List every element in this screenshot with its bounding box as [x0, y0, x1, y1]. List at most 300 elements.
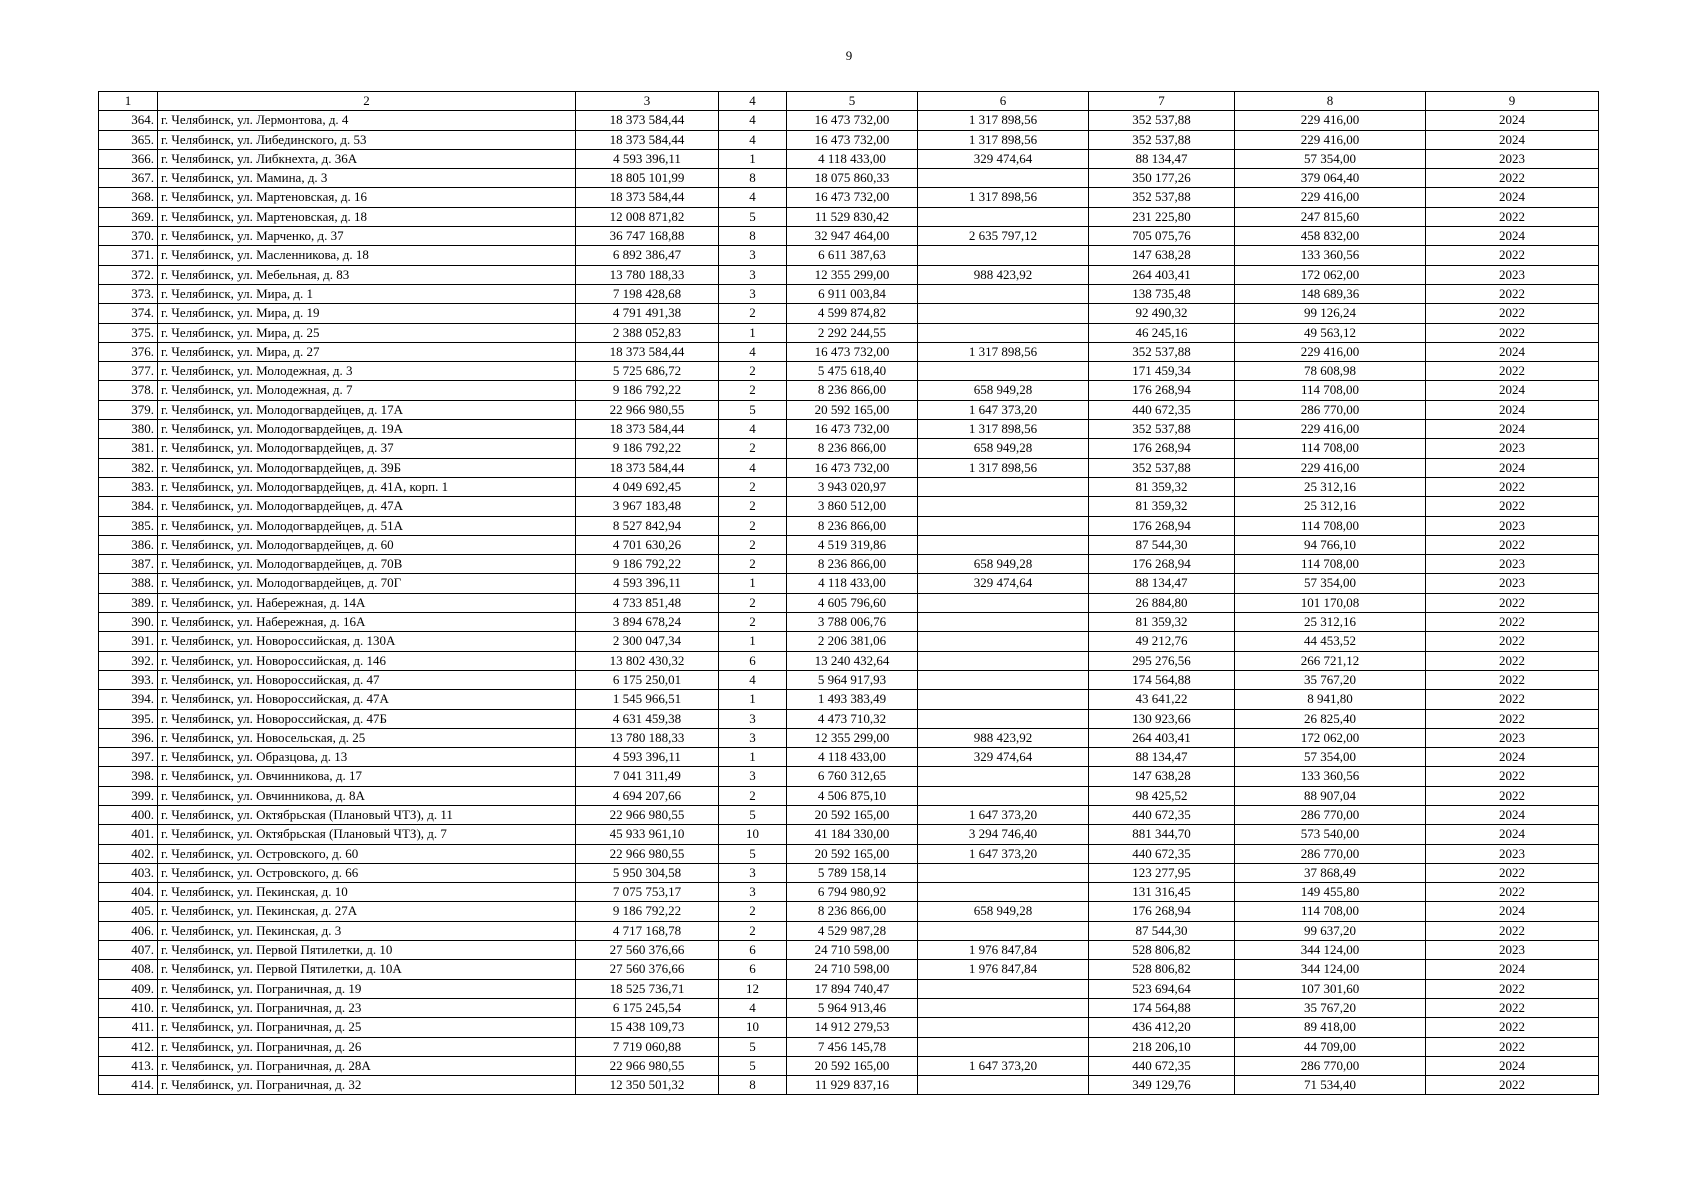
address-cell: г. Челябинск, ул. Лермонтова, д. 4	[158, 111, 576, 130]
row-number-cell: 384.	[99, 497, 158, 516]
supervision-cell: 229 416,00	[1235, 111, 1426, 130]
year-cell: 2022	[1426, 497, 1599, 516]
supervision-cell: 78 608,98	[1235, 362, 1426, 381]
total-cost-cell: 22 966 980,55	[576, 805, 719, 824]
supervision-cell: 88 907,04	[1235, 786, 1426, 805]
row-number-cell: 369.	[99, 207, 158, 226]
extra-cost-cell: 988 423,92	[918, 265, 1089, 284]
supervision-cell: 107 301,60	[1235, 979, 1426, 998]
extra-cost-cell	[918, 1037, 1089, 1056]
count-cell: 5	[719, 1056, 787, 1075]
service-cell: 147 638,28	[1089, 246, 1235, 265]
total-cost-cell: 18 373 584,44	[576, 130, 719, 149]
table-row	[99, 728, 1599, 747]
address-cell: г. Челябинск, ул. Молодежная, д. 7	[158, 381, 576, 400]
service-cell: 147 638,28	[1089, 767, 1235, 786]
total-cost-cell: 18 525 736,71	[576, 979, 719, 998]
count-cell: 4	[719, 188, 787, 207]
cost-cell: 2 292 244,55	[787, 323, 918, 342]
cost-cell: 14 912 279,53	[787, 1018, 918, 1037]
total-cost-cell: 9 186 792,22	[576, 555, 719, 574]
year-cell: 2024	[1426, 458, 1599, 477]
extra-cost-cell: 658 949,28	[918, 439, 1089, 458]
total-cost-cell: 36 747 168,88	[576, 227, 719, 246]
row-number-cell: 372.	[99, 265, 158, 284]
total-cost-cell: 7 198 428,68	[576, 284, 719, 303]
year-cell: 2022	[1426, 362, 1599, 381]
address-cell: г. Челябинск, ул. Первой Пятилетки, д. 10	[158, 941, 576, 960]
count-cell: 2	[719, 535, 787, 554]
table-row	[99, 1076, 1599, 1095]
row-number-cell: 385.	[99, 516, 158, 535]
supervision-cell: 344 124,00	[1235, 960, 1426, 979]
row-number-cell: 380.	[99, 420, 158, 439]
address-cell: г. Челябинск, ул. Пограничная, д. 26	[158, 1037, 576, 1056]
supervision-cell: 71 534,40	[1235, 1076, 1426, 1095]
count-cell: 4	[719, 111, 787, 130]
cost-cell: 8 236 866,00	[787, 381, 918, 400]
supervision-cell: 57 354,00	[1235, 149, 1426, 168]
cost-cell: 16 473 732,00	[787, 420, 918, 439]
address-cell: г. Челябинск, ул. Молодогвардейцев, д. 19А	[158, 420, 576, 439]
total-cost-cell: 27 560 376,66	[576, 960, 719, 979]
count-cell: 2	[719, 497, 787, 516]
service-cell: 218 206,10	[1089, 1037, 1235, 1056]
table-row	[99, 709, 1599, 728]
service-cell: 81 359,32	[1089, 613, 1235, 632]
year-cell: 2024	[1426, 825, 1599, 844]
service-cell: 349 129,76	[1089, 1076, 1235, 1095]
total-cost-cell: 6 892 386,47	[576, 246, 719, 265]
extra-cost-cell: 1 647 373,20	[918, 1056, 1089, 1075]
year-cell: 2022	[1426, 477, 1599, 496]
table-row	[99, 690, 1599, 709]
supervision-cell: 99 637,20	[1235, 921, 1426, 940]
total-cost-cell: 15 438 109,73	[576, 1018, 719, 1037]
address-cell: г. Челябинск, ул. Молодогвардейцев, д. 70Г	[158, 574, 576, 593]
supervision-cell: 114 708,00	[1235, 439, 1426, 458]
table-row	[99, 284, 1599, 303]
cost-cell: 5 964 913,46	[787, 998, 918, 1017]
year-cell: 2024	[1426, 1056, 1599, 1075]
year-cell: 2023	[1426, 555, 1599, 574]
total-cost-cell: 3 894 678,24	[576, 613, 719, 632]
year-cell: 2022	[1426, 767, 1599, 786]
count-cell: 2	[719, 477, 787, 496]
supervision-cell: 172 062,00	[1235, 728, 1426, 747]
year-cell: 2024	[1426, 902, 1599, 921]
year-cell: 2022	[1426, 786, 1599, 805]
table-row	[99, 246, 1599, 265]
cost-cell: 24 710 598,00	[787, 941, 918, 960]
table-body	[99, 92, 1599, 1095]
extra-cost-cell: 1 317 898,56	[918, 130, 1089, 149]
address-cell: г. Челябинск, ул. Мебельная, д. 83	[158, 265, 576, 284]
service-cell: 264 403,41	[1089, 265, 1235, 284]
row-number-cell: 394.	[99, 690, 158, 709]
table-row	[99, 921, 1599, 940]
cost-cell: 8 236 866,00	[787, 516, 918, 535]
supervision-cell: 101 170,08	[1235, 593, 1426, 612]
table-row	[99, 786, 1599, 805]
address-cell: г. Челябинск, ул. Мира, д. 25	[158, 323, 576, 342]
page-number: 9	[845, 48, 853, 63]
extra-cost-cell: 1 317 898,56	[918, 188, 1089, 207]
total-cost-cell: 7 075 753,17	[576, 883, 719, 902]
cost-cell: 7 456 145,78	[787, 1037, 918, 1056]
service-cell: 523 694,64	[1089, 979, 1235, 998]
table-row	[99, 111, 1599, 130]
row-number-cell: 405.	[99, 902, 158, 921]
cost-cell: 4 118 433,00	[787, 574, 918, 593]
table-row	[99, 304, 1599, 323]
row-number-cell: 376.	[99, 342, 158, 361]
year-cell: 2022	[1426, 207, 1599, 226]
year-cell: 2023	[1426, 574, 1599, 593]
address-cell: г. Челябинск, ул. Молодогвардейцев, д. 41А, корп. 1	[158, 477, 576, 496]
total-cost-cell: 4 631 459,38	[576, 709, 719, 728]
year-cell: 2024	[1426, 111, 1599, 130]
row-number-cell: 402.	[99, 844, 158, 863]
table-row	[99, 613, 1599, 632]
cost-cell: 6 794 980,92	[787, 883, 918, 902]
supervision-cell: 35 767,20	[1235, 670, 1426, 689]
table-row	[99, 265, 1599, 284]
total-cost-cell: 22 966 980,55	[576, 400, 719, 419]
cost-cell: 32 947 464,00	[787, 227, 918, 246]
row-number-cell: 392.	[99, 651, 158, 670]
address-cell: г. Челябинск, ул. Новороссийская, д. 47А	[158, 690, 576, 709]
supervision-cell: 229 416,00	[1235, 420, 1426, 439]
address-table	[98, 91, 1599, 1095]
table-row	[99, 1018, 1599, 1037]
row-number-cell: 381.	[99, 439, 158, 458]
service-cell: 440 672,35	[1089, 400, 1235, 419]
supervision-cell: 57 354,00	[1235, 748, 1426, 767]
count-cell: 2	[719, 786, 787, 805]
address-cell: г. Челябинск, ул. Новосельская, д. 25	[158, 728, 576, 747]
cost-cell: 4 519 319,86	[787, 535, 918, 554]
extra-cost-cell	[918, 998, 1089, 1017]
service-cell: 138 735,48	[1089, 284, 1235, 303]
year-cell: 2023	[1426, 265, 1599, 284]
year-cell: 2024	[1426, 342, 1599, 361]
supervision-cell: 8 941,80	[1235, 690, 1426, 709]
cost-cell: 4 473 710,32	[787, 709, 918, 728]
column-header: 9	[1426, 92, 1599, 111]
service-cell: 174 564,88	[1089, 998, 1235, 1017]
count-cell: 4	[719, 458, 787, 477]
service-cell: 176 268,94	[1089, 439, 1235, 458]
row-number-cell: 388.	[99, 574, 158, 593]
count-cell: 2	[719, 362, 787, 381]
column-header: 8	[1235, 92, 1426, 111]
cost-cell: 3 788 006,76	[787, 613, 918, 632]
service-cell: 174 564,88	[1089, 670, 1235, 689]
row-number-cell: 411.	[99, 1018, 158, 1037]
address-cell: г. Челябинск, ул. Набережная, д. 14А	[158, 593, 576, 612]
service-cell: 176 268,94	[1089, 902, 1235, 921]
extra-cost-cell	[918, 690, 1089, 709]
row-number-cell: 368.	[99, 188, 158, 207]
year-cell: 2023	[1426, 728, 1599, 747]
service-cell: 92 490,32	[1089, 304, 1235, 323]
year-cell: 2022	[1426, 593, 1599, 612]
cost-cell: 16 473 732,00	[787, 111, 918, 130]
service-cell: 123 277,95	[1089, 863, 1235, 882]
supervision-cell: 266 721,12	[1235, 651, 1426, 670]
row-number-cell: 410.	[99, 998, 158, 1017]
service-cell: 130 923,66	[1089, 709, 1235, 728]
cost-cell: 5 964 917,93	[787, 670, 918, 689]
count-cell: 6	[719, 941, 787, 960]
address-cell: г. Челябинск, ул. Овчинникова, д. 8А	[158, 786, 576, 805]
cost-cell: 8 236 866,00	[787, 439, 918, 458]
table-row	[99, 362, 1599, 381]
total-cost-cell: 4 701 630,26	[576, 535, 719, 554]
address-cell: г. Челябинск, ул. Пограничная, д. 23	[158, 998, 576, 1017]
row-number-cell: 371.	[99, 246, 158, 265]
total-cost-cell: 5 950 304,58	[576, 863, 719, 882]
cost-cell: 8 236 866,00	[787, 902, 918, 921]
cost-cell: 20 592 165,00	[787, 400, 918, 419]
table-row	[99, 767, 1599, 786]
service-cell: 440 672,35	[1089, 844, 1235, 863]
count-cell: 2	[719, 304, 787, 323]
count-cell: 1	[719, 574, 787, 593]
year-cell: 2023	[1426, 149, 1599, 168]
address-cell: г. Челябинск, ул. Пограничная, д. 28А	[158, 1056, 576, 1075]
service-cell: 350 177,26	[1089, 169, 1235, 188]
cost-cell: 20 592 165,00	[787, 1056, 918, 1075]
table-row	[99, 863, 1599, 882]
row-number-cell: 375.	[99, 323, 158, 342]
extra-cost-cell: 329 474,64	[918, 748, 1089, 767]
year-cell: 2022	[1426, 284, 1599, 303]
table-row	[99, 420, 1599, 439]
supervision-cell: 114 708,00	[1235, 902, 1426, 921]
supervision-cell: 458 832,00	[1235, 227, 1426, 246]
count-cell: 3	[719, 767, 787, 786]
count-cell: 3	[719, 863, 787, 882]
cost-cell: 12 355 299,00	[787, 265, 918, 284]
row-number-cell: 383.	[99, 477, 158, 496]
row-number-cell: 395.	[99, 709, 158, 728]
year-cell: 2024	[1426, 400, 1599, 419]
service-cell: 528 806,82	[1089, 941, 1235, 960]
year-cell: 2022	[1426, 304, 1599, 323]
supervision-cell: 286 770,00	[1235, 844, 1426, 863]
total-cost-cell: 5 725 686,72	[576, 362, 719, 381]
extra-cost-cell	[918, 304, 1089, 323]
address-cell: г. Челябинск, ул. Мартеновская, д. 18	[158, 207, 576, 226]
count-cell: 10	[719, 825, 787, 844]
count-cell: 1	[719, 748, 787, 767]
extra-cost-cell: 658 949,28	[918, 555, 1089, 574]
address-cell: г. Челябинск, ул. Масленникова, д. 18	[158, 246, 576, 265]
supervision-cell: 94 766,10	[1235, 535, 1426, 554]
extra-cost-cell: 1 976 847,84	[918, 941, 1089, 960]
year-cell: 2022	[1426, 323, 1599, 342]
count-cell: 8	[719, 1076, 787, 1095]
table-row	[99, 844, 1599, 863]
count-cell: 4	[719, 420, 787, 439]
total-cost-cell: 18 373 584,44	[576, 420, 719, 439]
supervision-cell: 133 360,56	[1235, 246, 1426, 265]
address-cell: г. Челябинск, ул. Новороссийская, д. 47Б	[158, 709, 576, 728]
cost-cell: 20 592 165,00	[787, 805, 918, 824]
total-cost-cell: 9 186 792,22	[576, 439, 719, 458]
cost-cell: 4 118 433,00	[787, 149, 918, 168]
extra-cost-cell	[918, 169, 1089, 188]
service-cell: 352 537,88	[1089, 188, 1235, 207]
year-cell: 2023	[1426, 516, 1599, 535]
total-cost-cell: 7 041 311,49	[576, 767, 719, 786]
extra-cost-cell: 1 647 373,20	[918, 805, 1089, 824]
row-number-cell: 412.	[99, 1037, 158, 1056]
extra-cost-cell: 658 949,28	[918, 902, 1089, 921]
row-number-cell: 374.	[99, 304, 158, 323]
total-cost-cell: 13 780 188,33	[576, 728, 719, 747]
address-cell: г. Челябинск, ул. Овчинникова, д. 17	[158, 767, 576, 786]
table-row	[99, 458, 1599, 477]
year-cell: 2022	[1426, 998, 1599, 1017]
cost-cell: 4 605 796,60	[787, 593, 918, 612]
service-cell: 81 359,32	[1089, 477, 1235, 496]
service-cell: 87 544,30	[1089, 921, 1235, 940]
cost-cell: 5 475 618,40	[787, 362, 918, 381]
total-cost-cell: 4 049 692,45	[576, 477, 719, 496]
year-cell: 2022	[1426, 1076, 1599, 1095]
row-number-cell: 393.	[99, 670, 158, 689]
table-row	[99, 535, 1599, 554]
service-cell: 88 134,47	[1089, 149, 1235, 168]
cost-cell: 4 529 987,28	[787, 921, 918, 940]
total-cost-cell: 9 186 792,22	[576, 381, 719, 400]
count-cell: 4	[719, 998, 787, 1017]
address-cell: г. Челябинск, ул. Молодогвардейцев, д. 70В	[158, 555, 576, 574]
row-number-cell: 399.	[99, 786, 158, 805]
address-cell: г. Челябинск, ул. Мамина, д. 3	[158, 169, 576, 188]
count-cell: 2	[719, 439, 787, 458]
year-cell: 2022	[1426, 246, 1599, 265]
column-header: 6	[918, 92, 1089, 111]
year-cell: 2022	[1426, 169, 1599, 188]
table-row	[99, 381, 1599, 400]
row-number-cell: 390.	[99, 613, 158, 632]
address-cell: г. Челябинск, ул. Пограничная, д. 19	[158, 979, 576, 998]
table-row	[99, 825, 1599, 844]
supervision-cell: 229 416,00	[1235, 188, 1426, 207]
total-cost-cell: 6 175 245,54	[576, 998, 719, 1017]
cost-cell: 4 599 874,82	[787, 304, 918, 323]
cost-cell: 8 236 866,00	[787, 555, 918, 574]
total-cost-cell: 2 388 052,83	[576, 323, 719, 342]
count-cell: 1	[719, 149, 787, 168]
table-row	[99, 960, 1599, 979]
service-cell: 705 075,76	[1089, 227, 1235, 246]
address-cell: г. Челябинск, ул. Пограничная, д. 25	[158, 1018, 576, 1037]
extra-cost-cell	[918, 593, 1089, 612]
extra-cost-cell	[918, 323, 1089, 342]
cost-cell: 6 911 003,84	[787, 284, 918, 303]
cost-cell: 24 710 598,00	[787, 960, 918, 979]
count-cell: 2	[719, 555, 787, 574]
service-cell: 171 459,34	[1089, 362, 1235, 381]
supervision-cell: 286 770,00	[1235, 400, 1426, 419]
total-cost-cell: 9 186 792,22	[576, 902, 719, 921]
row-number-cell: 403.	[99, 863, 158, 882]
year-cell: 2022	[1426, 883, 1599, 902]
year-cell: 2022	[1426, 1018, 1599, 1037]
count-cell: 4	[719, 342, 787, 361]
total-cost-cell: 22 966 980,55	[576, 844, 719, 863]
address-cell: г. Челябинск, ул. Новороссийская, д. 47	[158, 670, 576, 689]
total-cost-cell: 4 593 396,11	[576, 574, 719, 593]
count-cell: 2	[719, 516, 787, 535]
table-row	[99, 651, 1599, 670]
table-row	[99, 439, 1599, 458]
table-row	[99, 400, 1599, 419]
service-cell: 46 245,16	[1089, 323, 1235, 342]
table-row	[99, 555, 1599, 574]
year-cell: 2022	[1426, 613, 1599, 632]
supervision-cell: 44 453,52	[1235, 632, 1426, 651]
table-row	[99, 979, 1599, 998]
count-cell: 1	[719, 690, 787, 709]
cost-cell: 1 493 383,49	[787, 690, 918, 709]
total-cost-cell: 4 733 851,48	[576, 593, 719, 612]
service-cell: 352 537,88	[1089, 420, 1235, 439]
total-cost-cell: 45 933 961,10	[576, 825, 719, 844]
count-cell: 5	[719, 207, 787, 226]
count-cell: 3	[719, 246, 787, 265]
service-cell: 440 672,35	[1089, 1056, 1235, 1075]
address-cell: г. Челябинск, ул. Новороссийская, д. 146	[158, 651, 576, 670]
address-cell: г. Челябинск, ул. Молодогвардейцев, д. 37	[158, 439, 576, 458]
year-cell: 2022	[1426, 690, 1599, 709]
supervision-cell: 25 312,16	[1235, 477, 1426, 496]
cost-cell: 16 473 732,00	[787, 342, 918, 361]
supervision-cell: 379 064,40	[1235, 169, 1426, 188]
address-cell: г. Челябинск, ул. Молодогвардейцев, д. 47А	[158, 497, 576, 516]
total-cost-cell: 8 527 842,94	[576, 516, 719, 535]
row-number-cell: 396.	[99, 728, 158, 747]
extra-cost-cell	[918, 786, 1089, 805]
year-cell: 2024	[1426, 960, 1599, 979]
address-cell: г. Челябинск, ул. Пекинская, д. 27А	[158, 902, 576, 921]
column-number-row	[99, 92, 1599, 111]
extra-cost-cell	[918, 477, 1089, 496]
year-cell: 2022	[1426, 979, 1599, 998]
supervision-cell: 344 124,00	[1235, 941, 1426, 960]
total-cost-cell: 4 593 396,11	[576, 149, 719, 168]
year-cell: 2022	[1426, 632, 1599, 651]
count-cell: 3	[719, 265, 787, 284]
table-row	[99, 477, 1599, 496]
total-cost-cell: 1 545 966,51	[576, 690, 719, 709]
count-cell: 1	[719, 323, 787, 342]
row-number-cell: 365.	[99, 130, 158, 149]
table-row	[99, 1037, 1599, 1056]
service-cell: 87 544,30	[1089, 535, 1235, 554]
cost-cell: 3 860 512,00	[787, 497, 918, 516]
year-cell: 2024	[1426, 748, 1599, 767]
service-cell: 176 268,94	[1089, 555, 1235, 574]
extra-cost-cell: 1 317 898,56	[918, 420, 1089, 439]
address-cell: г. Челябинск, ул. Марченко, д. 37	[158, 227, 576, 246]
cost-cell: 6 760 312,65	[787, 767, 918, 786]
